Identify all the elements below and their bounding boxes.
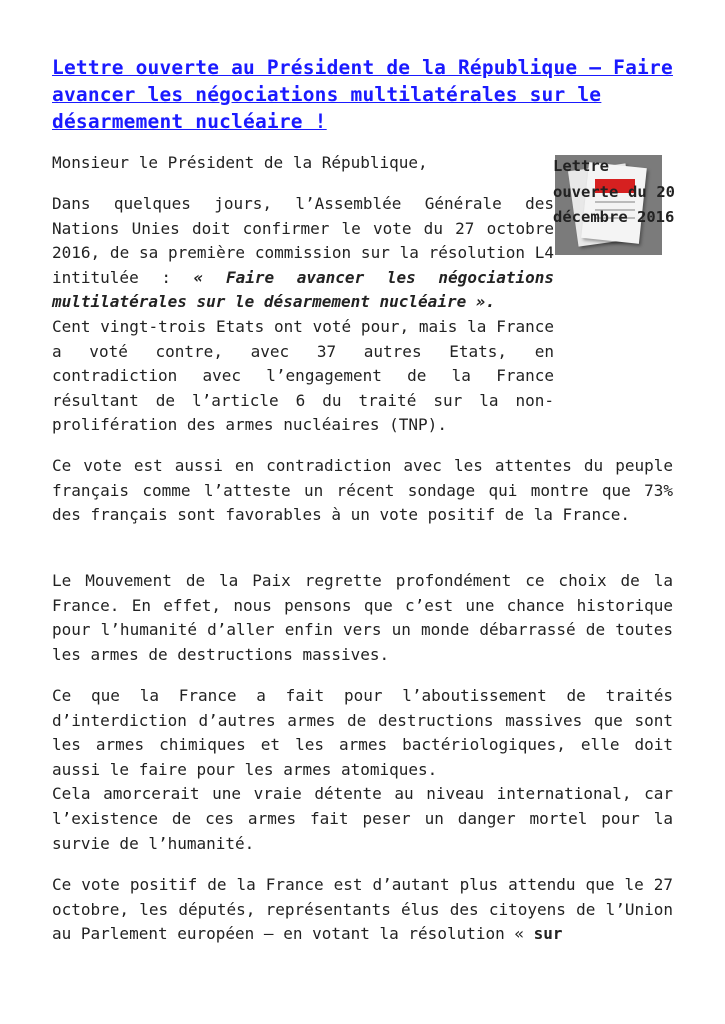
paragraph-5-bold-tail: sur [533,924,563,944]
article-title [52,54,673,135]
document-page [52,54,675,944]
paragraph-2: Ce vote est aussi en contradiction avec les attentes du peuple français comme l’atteste un récent sondage qui montre que 73% des français sont favorables à un vote positif de la France. [52,456,673,525]
salutation: Monsieur le Président de la République, [52,153,428,172]
paragraph-3: Le Mouvement de la Paix regrette profondément ce choix de la France. En effet, nous pensons que c’est une chance historique pour l’humanité d’aller enfin vers un monde débarrassé de toutes les armes de destructions massives. [52,571,673,664]
article-title-link[interactable]: Lettre ouverte au Président de la République – Faire avancer les négociations multilatérales sur le désarmement nucléaire ! [52,56,673,133]
paragraph-1 [52,192,554,438]
image-caption: Lettre ouverte du 20 décembre 2016 [553,157,675,226]
paragraph-4-first: Ce que la France a fait pour l’aboutissement de traités d’interdiction d’autres armes de destructions massives que sont les armes chimiques et les armes bactériologiques, elle doit aussi le faire pour les armes atomiques. [52,686,673,779]
paragraph-5-text: Ce vote positif de la France est d’autant plus attendu que le 27 octobre, les députés, représentants élus des citoyens de l’Union au Parlement européen – en votant la résolution « [52,875,673,944]
paragraph-4 [52,684,673,856]
paragraph-5 [52,873,673,947]
paragraph-1-rest: Cent vingt-trois Etats ont voté pour, mais la France a voté contre, avec 37 autres Etats, en contradiction avec l’engagement de la France résultant de l’article 6 du traité sur la non-prolifération des armes nucléaires (TNP). [52,316,554,435]
resolution-title: « Faire avancer les négociations multilatérales sur le désarmement nucléaire ». [52,267,555,312]
paragraph-4-second: Cela amorcerait une vraie détente au niveau international, car l’existence de ces armes fait peser un danger mortel pour la survie de l’humanité. [52,784,673,853]
paragraph-1-intro: Dans quelques jours, l’Assemblée Générale des Nations Unies doit confirmer le vote du 27 octobre 2016, de sa première commission sur la résolution L4 intitulée : [52,194,554,287]
